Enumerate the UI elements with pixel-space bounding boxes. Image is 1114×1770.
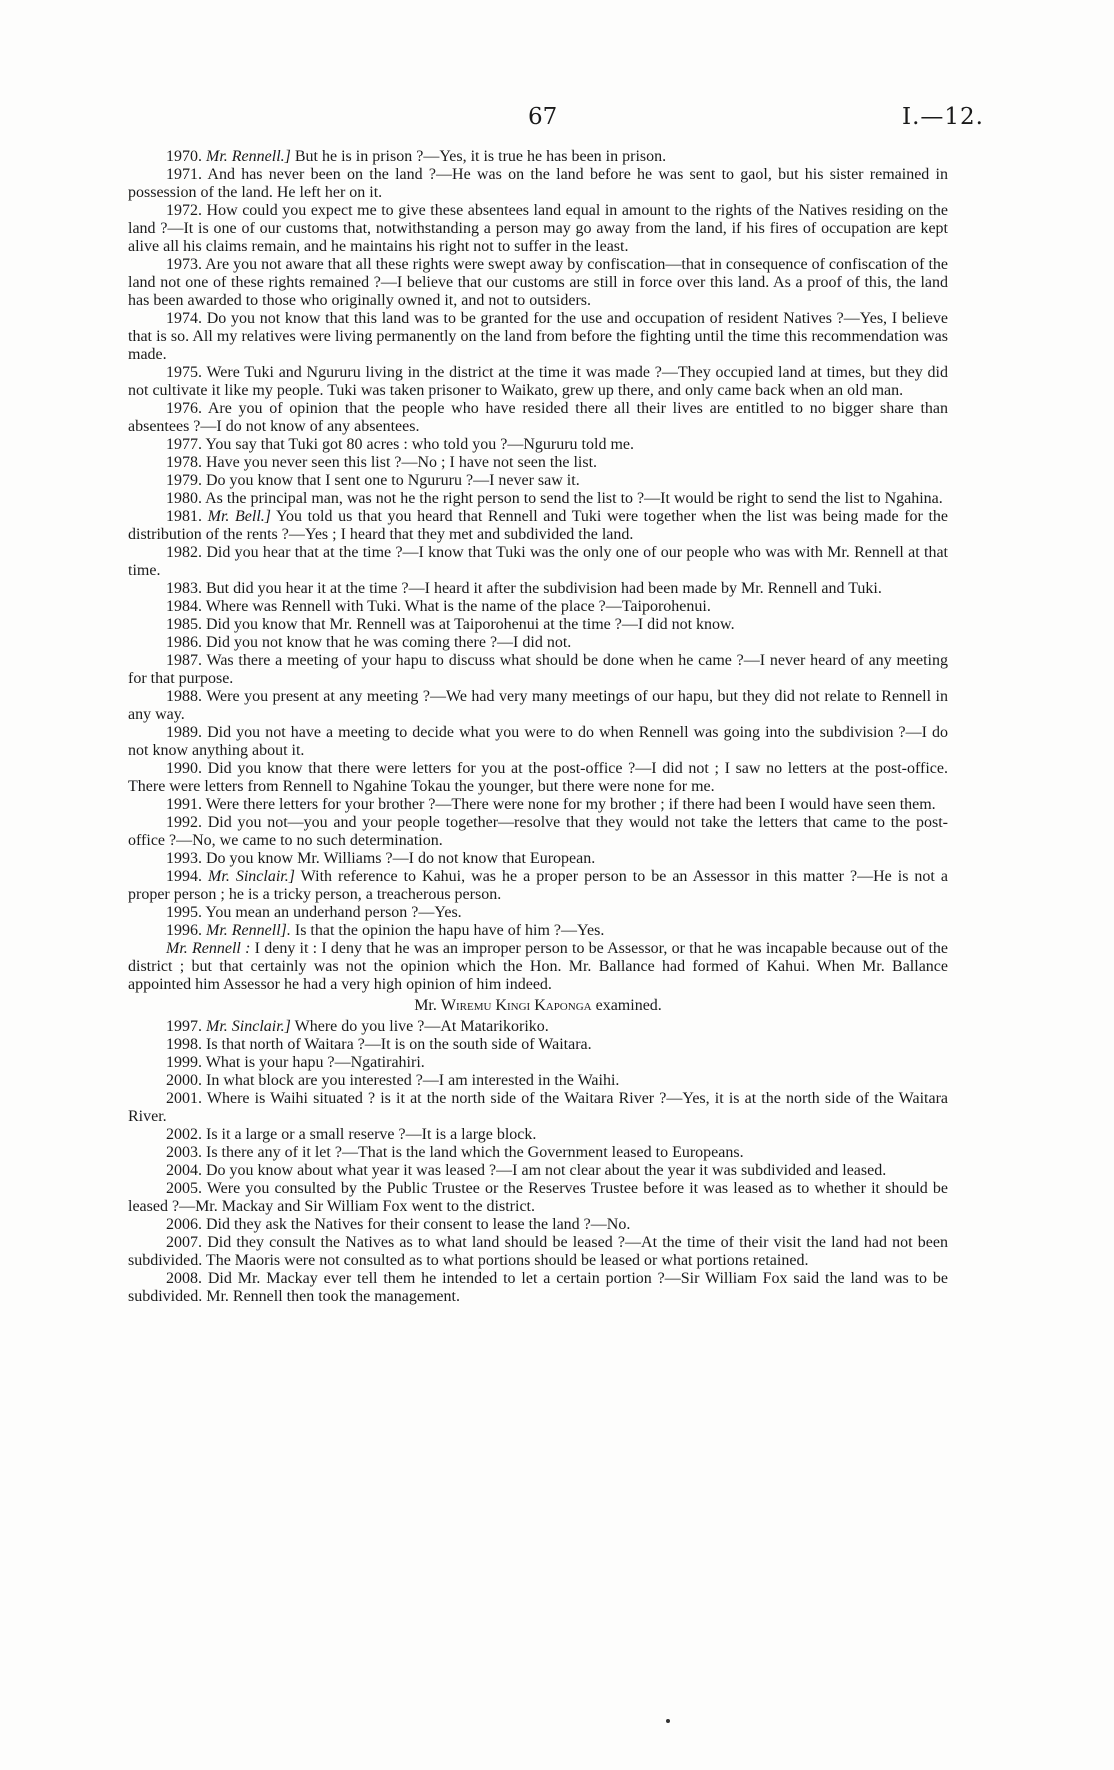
question-text: You say that Tuki got 80 acres : who told you ?—Ngururu told me.	[205, 436, 634, 453]
document-reference: I.—12.	[902, 104, 984, 130]
question-number: 1978.	[166, 454, 202, 471]
question-number: 2004.	[166, 1162, 202, 1179]
question-text: Where was Rennell with Tuki. What is the name of the place ?—Taiporohenui.	[205, 598, 711, 615]
question-number: 2006.	[166, 1216, 202, 1233]
question-paragraph	[128, 904, 948, 922]
question-number: 1999.	[166, 1054, 202, 1071]
question-paragraph	[128, 544, 948, 580]
question-text: Do you know Mr. Williams ?—I do not know that European.	[206, 850, 596, 867]
question-text: Did you hear that at the time ?—I know that Tuki was the only one of our people who was with Mr. Rennell at that time.	[128, 544, 949, 579]
speaker-name: Mr. Rennell].	[206, 922, 291, 939]
question-paragraph	[128, 1054, 948, 1072]
question-paragraph	[128, 472, 948, 490]
question-text: Is that north of Waitara ?—It is on the south side of Waitara.	[206, 1036, 592, 1053]
question-paragraph	[128, 760, 948, 796]
question-text: As the principal man, was not he the right person to send the list to ?—It would be right to send the list to Ngahina.	[205, 490, 943, 507]
question-text: But did you hear it at the time ?—I heard it after the subdivision had been made by Mr. Rennell and Tuki.	[206, 580, 882, 597]
question-number: 1998.	[166, 1036, 202, 1053]
question-text: Are you of opinion that the people who have resided there all their lives are entitled to no bigger share than absentees ?—I do not know of any absentees.	[128, 400, 948, 435]
question-paragraph	[128, 1162, 948, 1180]
question-number: 1977.	[166, 436, 202, 453]
question-paragraph	[128, 166, 948, 202]
question-number: 2008.	[166, 1270, 202, 1287]
page-header	[128, 104, 984, 136]
question-text: Are you not aware that all these rights were swept away by confiscation—that in consequence of confiscation of the land not one of these rights remained ?—I believe that our customs are still in force over this land. As a proof of this, the land has been awarded to those who originally owned it, and not to outsiders.	[128, 256, 948, 309]
question-paragraph	[128, 508, 948, 544]
question-number: 1997.	[166, 1018, 202, 1035]
question-paragraph	[128, 1144, 948, 1162]
question-number: 1991.	[166, 796, 202, 813]
question-paragraph	[128, 868, 948, 904]
question-paragraph	[128, 922, 948, 940]
question-number: 2000.	[166, 1072, 202, 1089]
question-text: You mean an underhand person ?—Yes.	[205, 904, 462, 921]
question-text: Were there letters for your brother ?—There were none for my brother ; if there had been I would have seen them.	[205, 796, 936, 813]
witness-name: Wiremu Kingi Kaponga	[440, 997, 592, 1014]
question-text: Were Tuki and Ngururu living in the district at the time it was made ?—They occupied land at times, but they did not cultivate it like my people. Tuki was taken prisoner to Waikato, grew up there, and only came back when an old man.	[128, 364, 948, 399]
question-text: Do you not know that this land was to be granted for the use and occupation of resident Natives ?—Yes, I believe that is so. All my relatives were living permanently on the land from before the fighting until the time this recommendation was made.	[128, 310, 949, 363]
question-paragraph	[128, 1216, 948, 1234]
question-number: 1995.	[166, 904, 202, 921]
question-paragraph	[128, 310, 948, 364]
question-paragraph	[128, 436, 948, 454]
page-number: 67	[528, 104, 558, 130]
question-number: 1981.	[166, 508, 202, 525]
question-paragraph	[128, 1180, 948, 1216]
evidence-block-1	[128, 148, 948, 994]
question-paragraph	[128, 148, 948, 166]
question-number: 1980.	[166, 490, 202, 507]
speaker-name: Mr. Bell.]	[207, 508, 272, 525]
question-text: You told us that you heard that Rennell and Tuki were together when the list was being made for the distribution of the rents ?—Yes ; I heard that they met and subdivided the land.	[128, 508, 949, 543]
question-text: I deny it : I deny that he was an improper person to be Assessor, or that he was incapable because out of the district ; but that certainly was not the opinion which the Hon. Mr. Ballance had formed of Kahui. When Mr. Ballance appointed him Assessor he had a very high opinion of him indeed.	[128, 940, 948, 993]
question-number: 1983.	[166, 580, 202, 597]
question-number: 1974.	[166, 310, 202, 327]
question-paragraph	[128, 1234, 948, 1270]
question-paragraph	[128, 652, 948, 688]
question-number: 2001.	[166, 1090, 202, 1107]
evidence-block-2	[128, 1018, 948, 1306]
question-text: Do you know that I sent one to Ngururu ?—I never saw it.	[206, 472, 580, 489]
question-text: Where do you live ?—At Matarikoriko.	[290, 1018, 549, 1035]
question-paragraph	[128, 580, 948, 598]
question-number: 2005.	[166, 1180, 202, 1197]
question-text: Were you present at any meeting ?—We had very many meetings of our hapu, but they did not relate to Rennell in any way.	[128, 688, 948, 723]
question-paragraph	[128, 724, 948, 760]
question-text: Is there any of it let ?—That is the land which the Government leased to Europeans.	[206, 1144, 744, 1161]
question-number: 2003.	[166, 1144, 202, 1161]
question-number: 1990.	[166, 760, 202, 777]
question-paragraph	[128, 796, 948, 814]
question-paragraph	[128, 634, 948, 652]
question-paragraph	[128, 598, 948, 616]
question-text: Were you consulted by the Public Trustee or the Reserves Trustee before it was leased as to whether it should be leased ?—Mr. Mackay and Sir William Fox went to the district.	[128, 1180, 948, 1215]
speaker-name: Mr. Rennell.]	[206, 148, 291, 165]
question-paragraph	[128, 940, 948, 994]
question-text: Is that the opinion the hapu have of him ?—Yes.	[290, 922, 605, 939]
question-number: 2002.	[166, 1126, 202, 1143]
question-number: 1985.	[166, 616, 202, 633]
question-paragraph	[128, 454, 948, 472]
question-text: Did you not know that he was coming there ?—I did not.	[206, 634, 572, 651]
question-paragraph	[128, 616, 948, 634]
question-number: 1989.	[166, 724, 202, 741]
question-paragraph	[128, 850, 948, 868]
question-paragraph	[128, 202, 948, 256]
question-text: Do you know about what year it was leased ?—I am not clear about the year it was subdivided and leased.	[206, 1162, 887, 1179]
question-text: Where is Waihi situated ? is it at the north side of the Waitara River ?—Yes, it is at the north side of the Waitara River.	[128, 1090, 949, 1125]
question-number: 1992.	[166, 814, 202, 831]
question-text: In what block are you interested ?—I am interested in the Waihi.	[206, 1072, 620, 1089]
question-text: Did you know that there were letters for you at the post-office ?—I did not ; I saw no letters at the post-office. There were letters from Rennell to Ngahine Tokau the younger, but there were none for me.	[128, 760, 948, 795]
question-paragraph	[128, 1090, 948, 1126]
question-paragraph	[128, 256, 948, 310]
question-text: Did they consult the Natives as to what land should be leased ?—At the time of their visit the land had not been subdivided. The Maoris were not consulted as to what portions should be leased or what portions retained.	[128, 1234, 949, 1269]
question-text: Did you not have a meeting to decide what you were to do when Rennell was going into the subdivision ?—I do not know anything about it.	[128, 724, 949, 759]
question-number: 1986.	[166, 634, 202, 651]
question-number: 1993.	[166, 850, 202, 867]
question-paragraph	[128, 1072, 948, 1090]
question-number: 1982.	[166, 544, 202, 561]
question-text: And has never been on the land ?—He was on the land before he was sent to gaol, but his sister remained in possession of the land. He left her on it.	[128, 166, 948, 201]
question-text: But he is in prison ?—Yes, it is true he has been in prison.	[290, 148, 667, 165]
section-heading: Mr. Wiremu Kingi Kaponga examined.	[414, 997, 662, 1014]
speaker-name: Mr. Sinclair.]	[206, 1018, 291, 1035]
question-number: 1971.	[166, 166, 202, 183]
question-number: 1994.	[166, 868, 202, 885]
question-paragraph	[128, 1036, 948, 1054]
question-number: 2007.	[166, 1234, 202, 1251]
question-number: 1987.	[166, 652, 202, 669]
speaker-name: Mr. Rennell :	[166, 940, 251, 957]
speaker-name: Mr. Sinclair.]	[208, 868, 295, 885]
question-paragraph	[128, 1018, 948, 1036]
question-number: 1970.	[166, 148, 202, 165]
question-number: 1972.	[166, 202, 202, 219]
question-text: Did Mr. Mackay ever tell them he intended to let a certain portion ?—Sir William Fox said the land was to be subdivided. Mr. Rennell then took the management.	[128, 1270, 949, 1305]
question-number: 1979.	[166, 472, 202, 489]
evidence-text	[128, 148, 948, 1306]
question-number: 1996.	[166, 922, 202, 939]
question-text: How could you expect me to give these absentees land equal in amount to the rights of the Natives residing on the land ?—It is one of our customs that, notwithstanding a person may go away from the land, if his fires of occupation are kept alive all his claims remain, and he maintains his right not to suffer in the least.	[128, 202, 948, 255]
question-text: Have you never seen this list ?—No ; I have not seen the list.	[206, 454, 598, 471]
question-number: 1973.	[166, 256, 202, 273]
question-text: Is it a large or a small reserve ?—It is a large block.	[206, 1126, 537, 1143]
question-paragraph	[128, 400, 948, 436]
question-paragraph	[128, 688, 948, 724]
question-number: 1988.	[166, 688, 202, 705]
question-text: Did you not—you and your people together—resolve that they would not take the letters that came to the post-office ?—No, we came to no such determination.	[128, 814, 949, 849]
question-number: 1976.	[166, 400, 202, 417]
question-paragraph	[128, 490, 948, 508]
question-paragraph	[128, 1270, 948, 1306]
question-paragraph	[128, 814, 948, 850]
question-number: 1975.	[166, 364, 202, 381]
print-speck	[666, 1719, 670, 1723]
question-paragraph	[128, 364, 948, 400]
question-text: What is your hapu ?—Ngatirahiri.	[205, 1054, 425, 1071]
question-text: With reference to Kahui, was he a proper person to be an Assessor in this matter ?—He is not a proper person ; he is a tricky person, a treacherous person.	[128, 868, 949, 903]
question-paragraph	[128, 1126, 948, 1144]
question-text: Did they ask the Natives for their consent to lease the land ?—No.	[206, 1216, 631, 1233]
question-number: 1984.	[166, 598, 202, 615]
question-text: Did you know that Mr. Rennell was at Taiporohenui at the time ?—I did not know.	[206, 616, 735, 633]
question-text: Was there a meeting of your hapu to discuss what should be done when he came ?—I never heard of any meeting for that purpose.	[128, 652, 949, 687]
